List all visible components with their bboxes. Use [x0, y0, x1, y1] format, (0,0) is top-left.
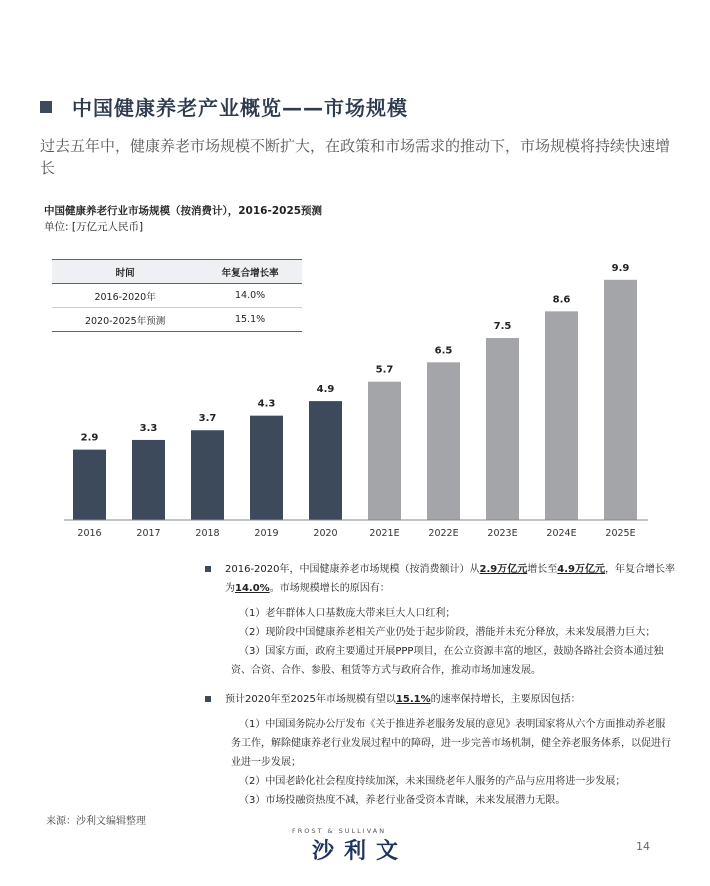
data-label: 7.5: [493, 321, 512, 333]
x-tick-label: 2021E: [369, 528, 400, 539]
bar-2024E: [545, 311, 578, 520]
analysis-bullets: [205, 560, 675, 820]
data-label: 4.9: [316, 384, 335, 396]
bullet-text-segment: 增长至: [527, 564, 558, 575]
page-subtitle: 过去五年中，健康养老市场规模不断扩大，在政策和市场需求的推动下，市场规模将持续快速增长: [40, 137, 671, 177]
highlight-figure: 4.9万亿元: [557, 564, 605, 575]
bullet-text: [225, 690, 581, 709]
bullet-text-segment: 的速率保持增长，主要原因包括：: [430, 694, 581, 705]
bullet-square-icon: [205, 696, 211, 702]
x-tick-label: 2023E: [487, 528, 518, 539]
cagr-table: [52, 259, 302, 332]
data-label: 2.9: [80, 432, 99, 444]
sub-list-item: （3）市场投融资热度不减，养老行业备受资本青睐，未来发展潜力无限。: [239, 795, 566, 806]
sub-list-item: （2）现阶段中国健康养老相关产业仍处于起步阶段，潜能并未充分释放，未来发展潜力巨大；: [239, 627, 656, 638]
data-label: 4.3: [257, 398, 276, 410]
table-row: [52, 284, 302, 308]
bullet-text-segment: 2016-2020年，中国健康养老市场规模（按消费额计）从: [225, 564, 480, 575]
table-header-period: 时间: [52, 260, 198, 284]
bar-2016: [73, 450, 106, 520]
x-tick-label: 2017: [136, 528, 161, 539]
highlight-figure: 2.9万亿元: [479, 564, 528, 575]
highlight-figure: 14.0%: [235, 583, 270, 594]
source-note: 来源：沙利文编辑整理: [46, 816, 146, 827]
chart-title: 中国健康养老行业市场规模（按消费计），2016-2025预测: [44, 205, 323, 217]
sub-list-item: （1）老年群体人口基数庞大带来巨大人口红利；: [239, 608, 456, 619]
bullet-text-segment: 预计2020年至2025年市场规模有望以: [225, 694, 396, 705]
x-tick-label: 2018: [195, 528, 220, 539]
table-cell-period: 2020-2025年预测: [52, 308, 198, 332]
x-tick-label: 2020: [313, 528, 338, 539]
bullet-text-segment: ，年复合增长率为: [225, 564, 675, 594]
sub-list-item: （1）中国国务院办公厅发布《关于推进养老服务发展的意见》表明国家将从六个方面推动养老服务工作，解除健康养老行业发展过程中的障碍，进一步完善市场机制，健全养老服务体系，以促进行业进一步发展；: [231, 719, 671, 768]
data-label: 6.5: [434, 345, 453, 357]
bullet-text-segment: 。市场规模增长的原因有：: [269, 583, 390, 594]
logo-english: FROST & SULLIVAN: [292, 827, 387, 835]
table-row: [52, 308, 302, 332]
logo-chinese: 沙利文: [312, 839, 409, 864]
bullet-square-icon: [205, 566, 211, 572]
bar-2019: [250, 416, 283, 520]
bar-2023E: [486, 338, 519, 520]
data-label: 8.6: [552, 294, 571, 306]
sub-list: [205, 715, 675, 810]
x-tick-label: 2025E: [605, 528, 636, 539]
bar-2020: [309, 401, 342, 520]
data-label: 3.7: [198, 413, 217, 425]
bar-2022E: [427, 362, 460, 520]
x-tick-label: 2019: [254, 528, 279, 539]
bar-2017: [132, 440, 165, 520]
data-label: 3.3: [139, 422, 158, 434]
x-tick-label: 2016: [77, 528, 102, 539]
bullet-item: [205, 690, 675, 709]
highlight-figure: 15.1%: [395, 694, 431, 705]
bar-2025E: [604, 280, 637, 520]
x-tick-label: 2024E: [546, 528, 577, 539]
chart-unit: 单位: [万亿元人民币]: [44, 221, 144, 233]
sub-list-item: （2）中国老龄化社会程度持续加深，未来围绕老年人服务的产品与应用将进一步发展；: [239, 776, 626, 787]
x-tick-label: 2022E: [428, 528, 459, 539]
table-cell-cagr: 15.1%: [198, 308, 302, 332]
bullet-item: [205, 560, 675, 598]
table-cell-cagr: 14.0%: [198, 284, 302, 308]
bar-2021E: [368, 382, 401, 520]
page-number: 14: [636, 840, 650, 853]
data-label: 5.7: [375, 364, 394, 376]
bullet-text: [225, 560, 675, 598]
sub-list-item: （3）国家方面，政府主要通过开展PPP项目，在公立资源丰富的地区，鼓励各路社会资本通过独资、合资、合作、参股、租赁等方式与政府合作，推动市场加速发展。: [231, 646, 664, 676]
table-cell-period: 2016-2020年: [52, 284, 198, 308]
page-title: 中国健康养老产业概览——市场规模: [72, 96, 408, 120]
bar-2018: [191, 430, 224, 520]
table-header-row: [52, 260, 302, 284]
table-header-cagr: 年复合增长率: [198, 260, 302, 284]
data-label: 9.9: [611, 262, 630, 274]
sub-list: [205, 604, 675, 680]
